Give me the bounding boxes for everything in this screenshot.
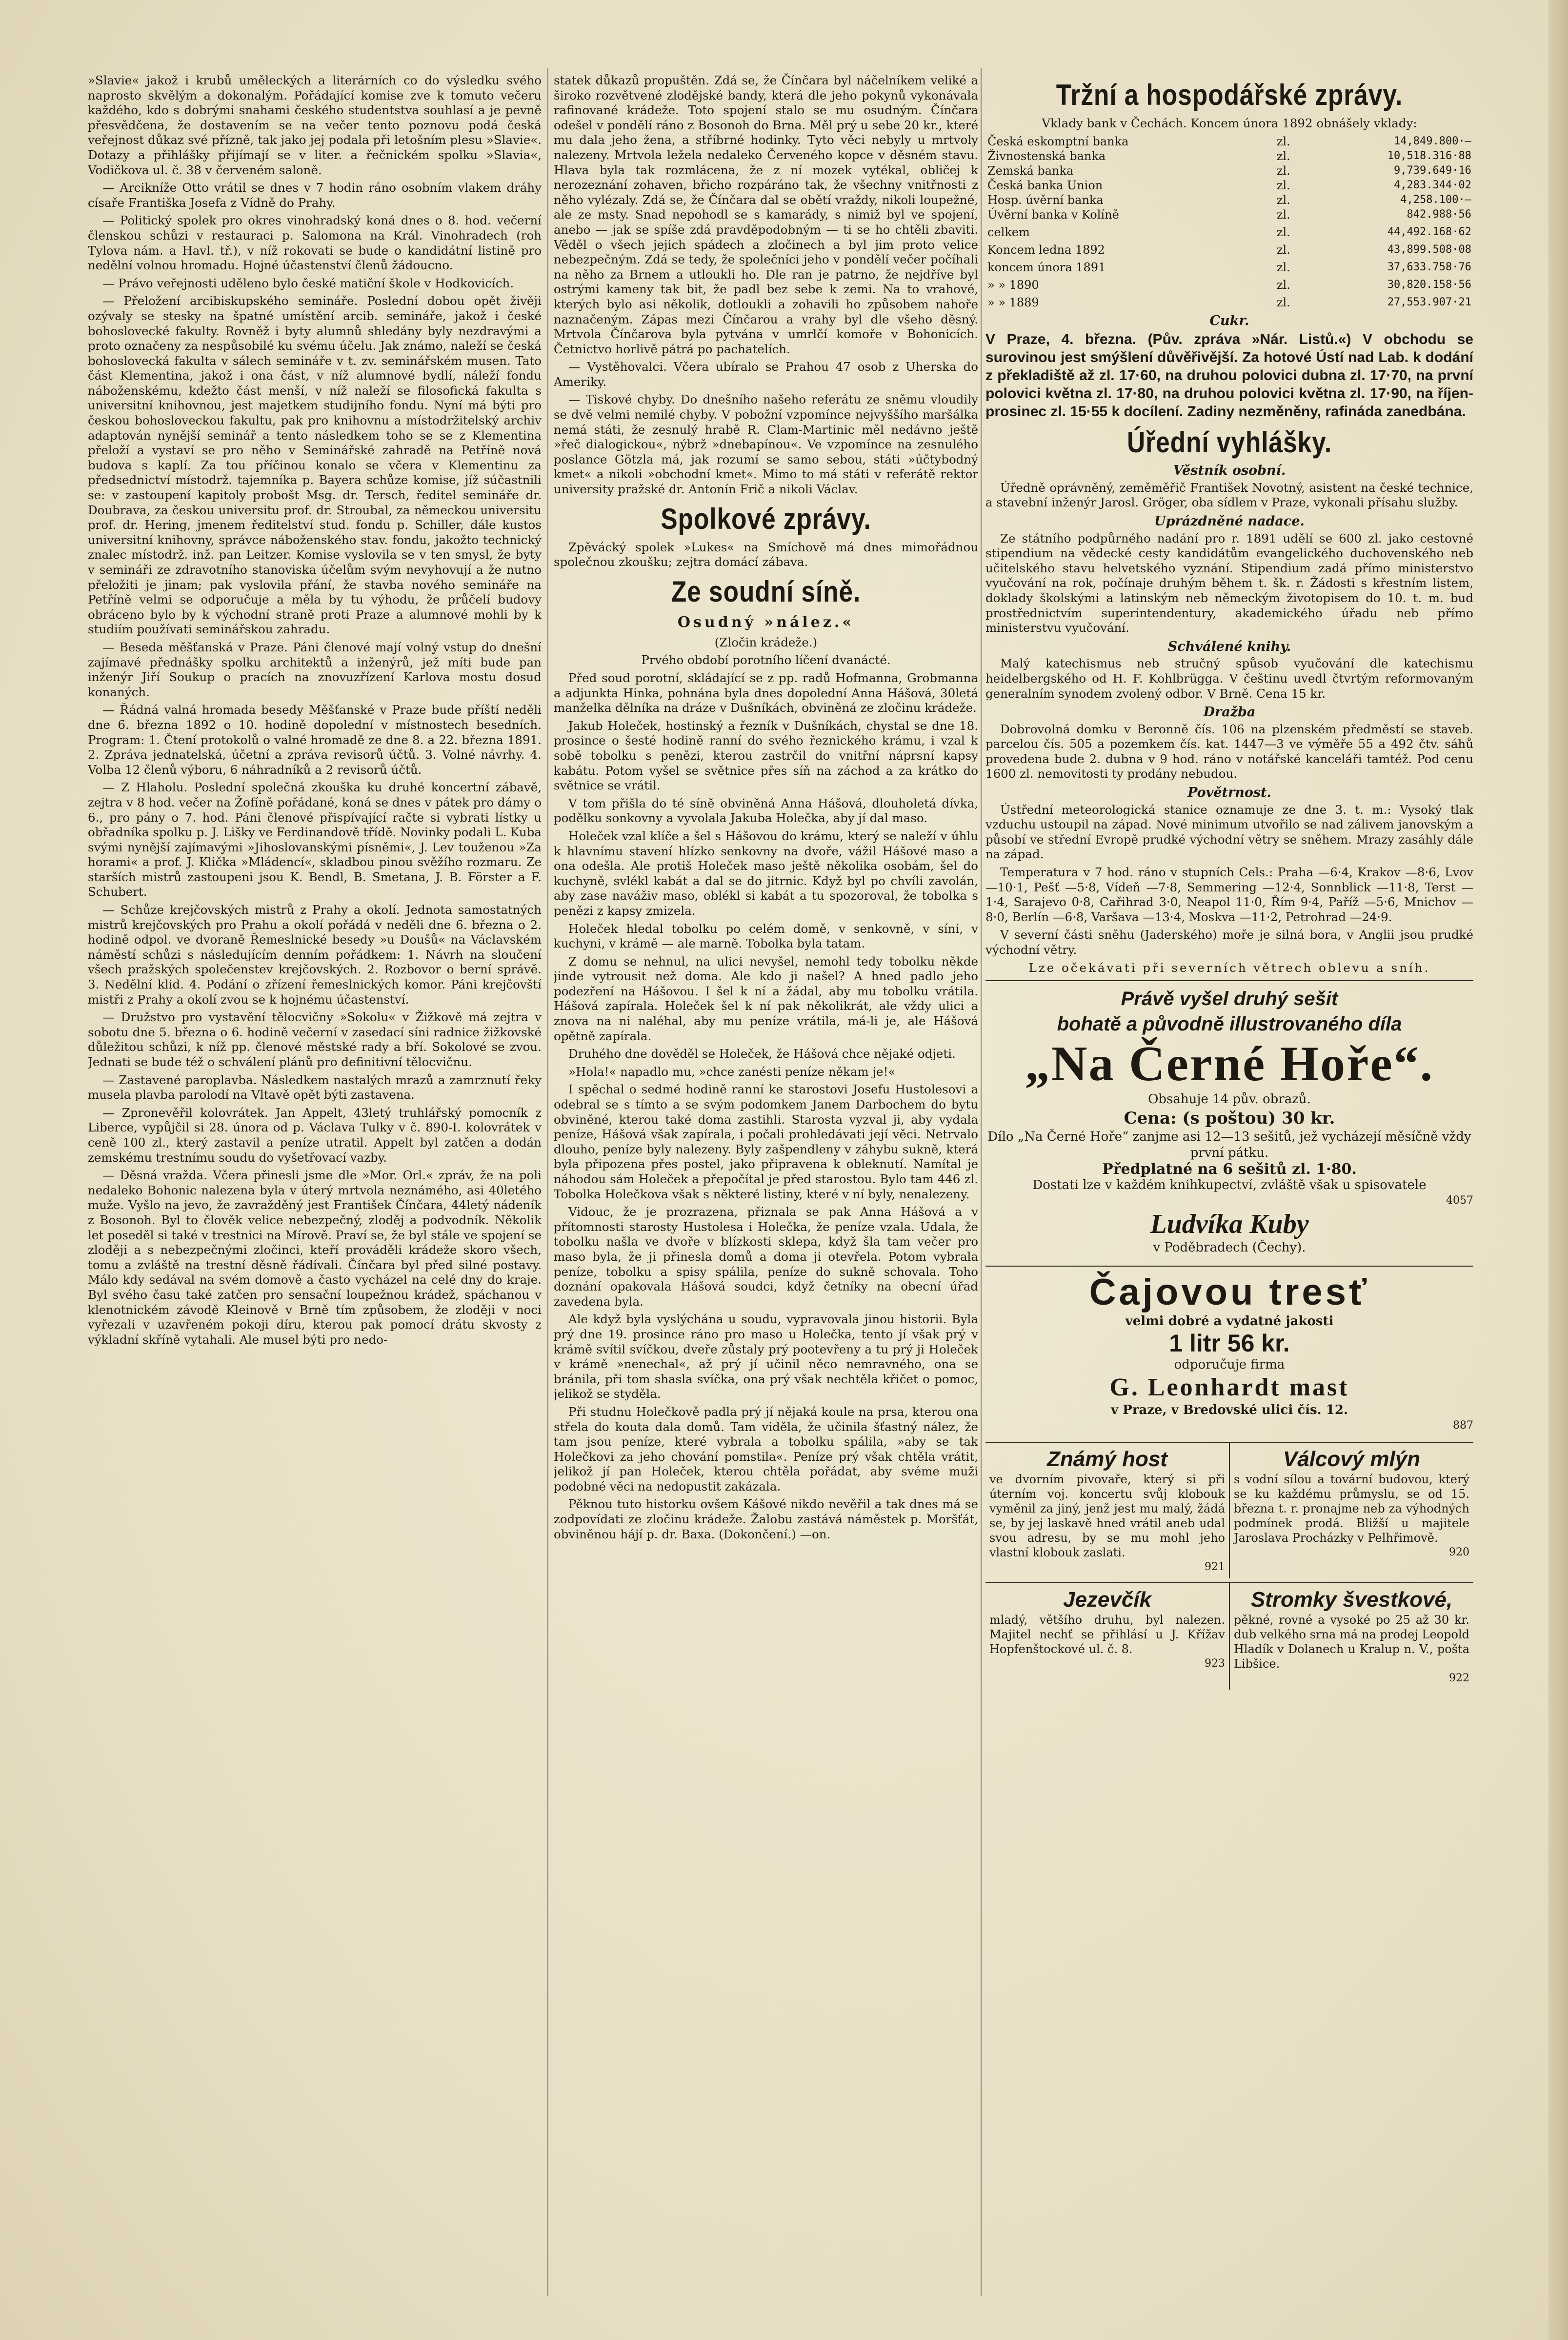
advert-mill-title: Válcový mlýn: [1283, 1447, 1421, 1472]
knihy-heading: Schválené knihy.: [1167, 639, 1291, 654]
advert-book: [985, 980, 1473, 1261]
deposit-value: 10,518.316·88: [1387, 149, 1471, 162]
advert-book-place: v Poděbradech (Čechy).: [1153, 1240, 1306, 1255]
advert-trees-number: 922: [1449, 1672, 1469, 1685]
article-paragraph: Zpěvácký spolek »Lukes« na Smíchově má dnes mimořádnou společnou zkoušku; zejtra domácí zábava.: [554, 540, 978, 569]
article-paragraph: — Děsná vražda. Včera přinesli jsme dle »Mor. Orl.« zpráv, že na poli nedaleko Bohonic nalezena byla v úterý mrtvola neznámého, asi 40letého muže. Vyšlo na jevo, že zavražděný jest František Čínčara, 44letý nádeník z Bosonoh. Byl to člověk velice nebezpečný, zloděj a podvodník. Několik let poseděl si také v trestnici na Mírově. Praví se, že byl stále ve spojení se zloději a s nebezpečnými zločinci, kteří prováděli krádeže skoro všech, tomu a zvláště na trestní děsně řádívali. Čínčara byl před silné postavy. Málo kdy sedával na svém domově a často vycházel na celé dny do kraje. Byl svého času také zatčen pro sensační loupežnou krádež, spáchanou v klenotnickém závodě Kleinově v Brně tím způsobem, že zloději v noci vyřezali v uzavřeném pokoji díru, kterou pak pomocí drátu skvosty z výkladní skříně vytahali. Ale musel býti pro nedo-: [88, 1168, 542, 1347]
section-heading: Spolkové zprávy.: [661, 502, 871, 535]
knihy-text: Malý katechismus neb stručný spůsob vyučování dle katechismu heidelbergského od H. F. Kohlbrügga. V češtinu uvedl čtvrtým reformovaným generalním synodem zvolený odbor. V Brně. Cena 15 kr.: [985, 656, 1473, 701]
article-paragraph: — Družstvo pro vystavění tělocvičny »Sokolu« v Žižkově má zejtra v sobotu dne 5. března o 6. hodině večerní v zasedací síni radnice žižkovské důležitou schůzi, k níž pp. členové městské rady a bří. Sokolové se zvou. Jednati se bude též o schválení plánů pro definitivní tělocvičnu.: [88, 1010, 542, 1069]
advert-book-line1: Právě vyšel druhý sešit: [1121, 988, 1338, 1010]
advert-dog-number: 923: [1205, 1657, 1225, 1670]
advert-book-publisher: Ludvíka Kuby: [1150, 1209, 1309, 1239]
article-paragraph: — Schůze krejčovských mistrů z Prahy a okolí. Jednota samostatných mistrů krejčovských pro Prahu a okolí pořádá v neděli dne 6. března o 2. hodině odpol. ve dvoraně Řemeslnické besedy »u Doušů« na Václavském náměstí schůzi s následujícím denním pořádkem: 1. Návrh na sloučení všech pražských společenstev krejčovských. 2. Rozbovor o berní správě. 3. Nedělní klid. 4. Podání o zřízení řemeslnických komor. Páni krejčovští mistři z Prahy a okolí zvou se k hojnému účastenství.: [88, 903, 542, 1007]
weather-text: Ústřední meteorologická stanice oznamuje ze dne 3. t. m.: Vysoký tlak vzduchu ustoupil na západ. Nové minimum utvořilo se nad zálivem janovským a působí ve střední Evropě prudké východní větry se sněhem. Mrazy zasáhly dále na západ.: [985, 802, 1473, 862]
currency-label: zl.: [1276, 260, 1290, 274]
article-paragraph: — Přeložení arcibiskupského semináře. Poslední dobou opět živěji ozývaly se stesky na špatné umístění arcib. semináře, jakož i české bohoslovecké fakulty. Rovněž i byty alumnů shledány byly nezdravými a proto označeny za nespůsobilé ku svému účelu. Jak známo, naleží se česká bohoslovecká fakulta v sálech semináře v t. zv. seminářském musen. Tato část Klementina, jakož i ona část, v níž alumnové bydlí, náleží fondu náboženskému, kdežto část menší, v níž naleží se filosofická fakulta s universitní knihovnou, jest majetkem studijního fondu. Nyní má býti pro českou bohosloveckou fakultu, pak pro knihovnu a místodržitelský archiv adaptován nynější seminář a tento následkem toho se se z Klementina přeloží a vystaví se pro něho v Seminářské zahradě na Petříně nová budova s kaplí. Za tou příčinou konalo se včera v Klementinu za předsednictví místodrž. tajemníka p. Bayera schůze komise, jíž súčastnili se: v zastoupení kapitoly probošt Msg. dr. Tersch, ředitel semináře dr. Doubrava, za českou universitu prof. dr. Stroubal, za německou universitu prof. dr. Hering, jmenem ředitelství stud. fondu p. Schiller, dále kustos universitní knihovny, správce náboženského stav. fondu, jakožto technický znalec místodrž. inž. pan Leitzer. Komise vyslovila se v ten smysl, že byty v semináři ze zdravotního stanoviska účelům svým nevyhovují a že nutno přeložiti je jinam; pak vyslovila přání, že stavba nového semináře na Petříně velmi se odporučuje a měla by tu výhodu, že průčelí budovy obráceno bylo by k východní straně proti Praze a alumnové mohli by k studiím používati seminářskou zahradu.: [88, 294, 542, 637]
advert-book-images: Obsahuje 14 pův. obrazů.: [1148, 1092, 1311, 1107]
currency-label: zl.: [1276, 207, 1290, 222]
bank-row: [985, 207, 1473, 222]
currency-label: zl.: [1276, 242, 1290, 257]
column-rule: [981, 68, 982, 2296]
advert-tea: [985, 1266, 1473, 1438]
bank-row: [985, 222, 1473, 240]
bank-name: celkem: [987, 225, 1030, 239]
article-paragraph: Holeček hledal tobolku po celém domě, v senkovně, v síni, v kuchyni, v krámě — ale marně. Tobolka byla tatam.: [554, 921, 978, 951]
article-paragraph: — Arcikníže Otto vrátil se dnes v 7 hodin ráno osobním vlakem dráhy císaře Františka Josefa z Vídně do Prahy.: [88, 181, 542, 210]
article-subtitle: (Zločin krádeže.): [714, 635, 818, 649]
deposit-value: 9,739.649·16: [1394, 164, 1471, 177]
temperature-text: Temperatura v 7 hod. ráno v stupních Cels.: Praha —6·4, Krakov —8·6, Lvov —10·1, Pešť —5·8, Vídeň —7·8, Semmering —12·4, Sonnblick —11·8, Terst —1·4, Sarajevo 0·8, Cařihrad 3·0, Neapol 11·0, Řím 9·4, Paříž —5·6, Mnichov —8·0, Berlín —6·8, Varšava —13·4, Moskva —11·2, Petrohrad —24·9.: [985, 865, 1473, 924]
drazba-heading: Dražba: [1203, 705, 1256, 720]
bank-row: [985, 275, 1473, 292]
nadace-text: Ze státního podpůrného nadání pro r. 1891 udělí se 600 zl. jako cestovné stipendium na vědecké cesty kandidátům evangelického duchovenského neb učitelského stavu helvetského vyznání. Stipendium zadá přímo ministerstvo vyučování na rok, počínaje druhým během t. šk. r. Žádosti s křestním listem, doklady školskými a latinským neb německým životopisem do 10. t. m. buď prostřednictvím superintendentury, akademického úřadu neb přímo ministerstvu vyučování.: [985, 531, 1473, 635]
currency-label: zl.: [1276, 149, 1290, 163]
bank-name: Česká eskomptní banka: [987, 134, 1129, 148]
bank-row: [985, 178, 1473, 193]
advert-tea-title: Čajovou tresť: [1089, 1271, 1370, 1313]
weather-heading: Povětrnost.: [1187, 785, 1271, 801]
article-subtitle: Prvého období porotního líčení dvanácté.: [641, 653, 891, 667]
advert-book-title: „Na Černé Hoře“.: [1025, 1036, 1434, 1092]
forecast-text: V severní části sněhu (Jaderského) moře je silná bora, v Anglii jsou prudké východní větry.: [985, 928, 1473, 957]
advert-tea-recommend: odporučuje firma: [1174, 1357, 1285, 1372]
advert-dog-text: mladý, většího druhu, byl nalezen. Majitel nechť se přihlásí u J. Křížav Hopfenštockové ul. č. 8.: [989, 1613, 1225, 1656]
deposit-value: 4,258.100·—: [1400, 193, 1471, 206]
advert-book-number: 4057: [1446, 1194, 1473, 1207]
article-paragraph: Před soud porotní, skládající se z pp. radů Hofmanna, Grobmanna a adjunkta Hinka, pohnána byla dnes dopolední Anna Hášová, 30letá manželka dělníka na dráze v Dušníkách, obviněná ze zločinu krádeže.: [554, 671, 978, 715]
advert-host: [985, 1443, 1229, 1578]
page-spine: [1548, 0, 1568, 2340]
article-paragraph: — Zpronevěřil kolovrátek. Jan Appelt, 43letý truhlářský pomocník z Liberce, vypůjčil si 28. února od p. Václava Tulky v č. 890-I. kolovrátek v ceně 100 zl., který zastavil a peníze utratil. Appelt byl zatčen a dodán zemskému trestnímu soudu do vyšetřovací vazby.: [88, 1105, 542, 1165]
advert-host-text: ve dvorním pivovaře, který si při úterním voj. koncertu svůj klobouk vyměnil za jiný, jenž jest mu malý, žádá se, by jej laskavě hned vrátil aneb udal svou adresu, by se mu mohl jeho vlastní klobouk zaslati.: [989, 1473, 1225, 1560]
advert-tea-address: v Praze, v Bredovské ulici čís. 12.: [1110, 1402, 1348, 1417]
article-paragraph: statek důkazů propuštěn. Zdá se, že Čínčara byl náčelníkem veliké a široko rozvětvené zlodějské bandy, která dle jeho pokynů vykonávala rafinované krádeže. Toto spojení stalo se mu osudným. Čínčara odešel v pondělí ráno z Bosonoh do Brna. Měl prý u sebe 20 kr., které mu dala jeho žena, a stříbrné hodinky. Tyto věci nebyly u mrtvoly nalezeny. Mrtvola ležela nedaleko Červeného kopce v děsném stavu. Hlava byla tak rozmlácena, že z ní mozek vytékal, obličej k nerozeznání zohaven, břicho rozpáráno tak, že všechny vnitřnosti z něho vylézaly. Zdá se, že Čínčara dal se obětí vraždy, nikoli loupežné, ale ze msty. Snad nepohodl se s kamarády, s nimiž byl ve spojení, anebo — jak se spíše zdá pravděpodobným — ti se ho chtěli zbaviti. Věděl o všech jejich spádech a zločinech a byl jim proto velice nebezpečným. Zdá se tedy, že společníci jeho v pondělí večer počíhali na něho za Brnem a utloukli ho. Dle ran je patrno, že nejdříve byl ostrými kameny tak bit, že padl bez sebe k zemi. Na to vrahové, kterých bylo asi několik, dotloukli a zohavili ho způsobem nahoře naznačeným. Zápas mezi Čínčarou a vrahy byl dle všeho děsný. Mrtvola Čínčarova byla pytvána v umrlčí komoře v Bohonicích. Četnictvo horlivě pátrá po pachatelích.: [554, 73, 978, 356]
bank-row: [985, 292, 1473, 310]
article-paragraph: »Hola!« napadlo mu, »chce zanésti peníze někam je!«: [568, 1064, 896, 1079]
currency-label: zl.: [1276, 178, 1290, 192]
article-paragraph: — Z Hlaholu. Poslední společná zkouška ku druhé koncertní zábavě, zejtra v 8 hod. večer na Žofíně pořádané, koná se dnes v pátek pro dámy o 6., pro pány o 7. hod. Páni členové přispívající račte si vybrati lístky u obřadníka spolku p. J. Lišky ve Ferdinandově třídě. Novinky podali L. Kuba svými nynější zajímavými »Jihoslovanskými písněmi«, J. Lev touženou »Za horami« a prof. J. Klička »Mládencí«, skladbou pinou svěžího rozmaru. Ze starších mistrů zastoupeni jsou K. Bendl, B. Smetana, J. B. Förster a F. Schubert.: [88, 780, 542, 899]
article-paragraph: I spěchal o sedmé hodině ranní ke starostovi Josefu Hustolesovi a odebral se s tímto a se svým podomkem Janem Darbochem do bytu obviněné, kterou také doma zastihli. Starosta vyzval ji, aby vydala peníze, Hášová však zapírala, i počali prohledávati její věci. Netrvalo dlouho, peníze byly nalezeny. Byly zašpendleny v záhybu sukně, která byla připozena přes postel, jako připravena k obleknutí. Namítal je náhodou sám Holeček a přepočítal je před starostou. Bylo tam 446 zl. Tobolka Holečkova však s některé listiny, které v ní byly, nenalezeny.: [554, 1082, 978, 1201]
advert-host-number: 921: [1205, 1561, 1225, 1573]
bank-row: [985, 163, 1473, 178]
advert-book-text: Dílo „Na Černé Hoře“ zanjme asi 12—13 sešitů, jež vycházejí měsíčně vždy první pátku.: [987, 1130, 1471, 1161]
currency-label: zl.: [1276, 295, 1290, 309]
column-left: [88, 73, 542, 2296]
nadace-heading: Uprázdněné nadace.: [1154, 513, 1305, 529]
article-paragraph: — Zastavené paroplavba. Následkem nastalých mrazů a zamrznutí řeky musela plavba parolodí na Vltavě opět býti zastavena.: [88, 1072, 542, 1102]
article-title: Osudný »nález.«: [677, 613, 855, 631]
advert-trees: [1229, 1583, 1473, 1690]
deposit-value: 4,283.344·02: [1394, 179, 1471, 191]
bank-row: [985, 134, 1473, 149]
currency-label: zl.: [1276, 193, 1290, 207]
drazba-text: Dobrovolná domku v Beronně čís. 106 na plzenském předměstí se staveb. parcelou čís. 505 a pozemkem čís. kat. 1447—3 ve výměře 55 a 492 čtv. sáhů provedena bude 2. dubna v 9 hod. ráno v notářské kanceláři tamtéž. Pod cenu 1600 zl. nemovitosti ty prodány nebudou.: [985, 722, 1473, 781]
bank-name: » » 1889: [987, 295, 1039, 309]
bank-name: Zemská banka: [987, 163, 1074, 178]
article-paragraph: Druhého dne dověděl se Holeček, že Hášová chce nějaké odjeti.: [568, 1047, 956, 1061]
advert-book-line2: bohatě a původně illustrovaného díla: [1057, 1013, 1402, 1035]
article-paragraph: Vidouc, že je prozrazena, přiznala se pak Anna Hášová a v přítomnosti starosty Hustolesa i Holečka, že peníze vzala. Udala, že tobolku našla ve dvoře v blízkosti sklepa, když šla tam večer pro maso byla, že ji přinesla domů a doma ji otevřela. Potom vybrala peníze, tobolku a spisy spálila, peníze do sukně schovala. Toho doznání opakovala Hášová soudci, když četníky na obecní úřad zavedena byla.: [554, 1205, 978, 1309]
currency-label: zl.: [1276, 278, 1290, 292]
advert-tea-firm: G. Leonhardt mast: [1109, 1373, 1349, 1401]
article-paragraph: — Beseda měšťanská v Praze. Páni členové mají volný vstup do dnešní zajímavé přednášky spolku architektů a inženýrů, jež míti bude pan inženýr Jiří Soukup o pracích na znovuzřízení Karlova mostu dosud konaných.: [88, 640, 542, 699]
markets-heading: Tržní a hospodářské zprávy.: [1056, 79, 1403, 111]
article-paragraph: Holeček vzal klíče a šel s Hášovou do krámu, který se naleží v úhlu k hlavnímu stavení hlízko senkovny na dvoře, vážil Hášové maso a ona odešla. Ale protiš Holeček maso ještě několika osobám, šel do kuchyně, svlékl kabát a dal se do jitrnic. Když byl po chvíli zavolán, aby zase naváživ maso, oblékl si kabát a tu spozoroval, že tobolka s penězi z kapsy zmizela.: [554, 828, 978, 918]
article-paragraph: — Tiskové chyby. Do dnešního našeho referátu ze sněmu vloudily se dvě velmi nemilé chyby. V pobožní vzpomínce nejvyššího maršálka nemá státi, že zesnulý hrabě R. Clam-Martinic měl nedávno ještě »řeč dialogickou«, nýbrž »dnebapínou«. Ve vzpomínce na zesnulého poslance Götzla má, jak rozumí se samo sebou, státi »účtybodný kmet« a nikoli »obchodní kmet«. Mimo to má státi v referátě rektor university pražské dr. Antonín Frič a nikoli Václav.: [554, 392, 978, 497]
column-middle: [554, 73, 978, 2296]
article-paragraph: Jakub Holeček, hostinský a řezník v Dušníkách, chystal se dne 18. prosince o šesté hodině ranní do svého řeznického krámu, i vzal k sobě tobolku s penězi, kterou zastrčil do vnitřní náprsní kapsy kabátu. Potom vyšel se světnice přes síň na záchod a za krátko do světnice se vrátil.: [554, 718, 978, 793]
article-paragraph: Ale když byla vyslýchána u soudu, vypravovala jinou historii. Byla prý dne 19. prosince ráno pro maso u Holečka, tento jí však prý v krámě svítil svíčkou, dveře zůstaly prý pootevřeny a tu prý ji Holeček v krámě »nenechal«, až prý jí učinil něco nemravného, ona se bránila, při tom shasla svíčka, ona prý však nechtěla křičet o pomoc, jelikož se styděla.: [554, 1312, 978, 1401]
advert-mill: [1229, 1443, 1473, 1578]
advert-mill-text: s vodní sílou a tovární budovou, který se ku každému průmyslu, se od 15. března t. r. pronajme neb za výhodných podmínek prodá. Bližší u majitele Jaroslava Procházky v Pelhřimově.: [1234, 1473, 1469, 1545]
bank-row: [985, 240, 1473, 257]
bank-name: Živnostenská banka: [987, 149, 1106, 163]
expectation-text: Lze očekávati při severních větrech oblevu a sníh.: [1028, 960, 1430, 975]
bank-name: Koncem ledna 1892: [987, 242, 1105, 257]
bank-name: Hosp. úvěrní banka: [987, 193, 1104, 207]
vestnik-text: Úředně oprávněný, zeměměřič František Novotný, asistent na české technice, a stavební inženýr Jarosl. Gröger, oba sídlem v Praze, vykonali přísahu služby.: [985, 480, 1473, 510]
bank-row: [985, 149, 1473, 163]
deposit-value: 44,492.168·62: [1387, 225, 1471, 238]
advert-tea-quality: velmi dobré a vydatné jakosti: [1125, 1313, 1334, 1329]
deposit-value: 27,553.907·21: [1387, 296, 1471, 308]
advert-book-subscription: Předplatné na 6 sešitů zl. 1·80.: [1102, 1161, 1357, 1178]
small-adverts-row2: [985, 1582, 1473, 1690]
bank-row: [985, 193, 1473, 207]
article-paragraph: — Právo veřejnosti uděleno bylo české matiční škole v Hodkovicích.: [102, 276, 514, 290]
sugar-heading: Cukr.: [1209, 313, 1249, 328]
small-adverts-row1: [985, 1442, 1473, 1578]
advert-dog: [985, 1583, 1229, 1690]
advert-dog-title: Jezevčík: [1063, 1588, 1152, 1612]
deposit-value: 37,633.758·76: [1387, 261, 1471, 273]
article-paragraph: Z domu se nehnul, na ulici nevyšel, nemohl tedy tobolku někde jinde vytrousit než doma. Ale kdo ji našel? A hned padlo jeho podezření na Hášovou. I šel k ní a žádal, aby mu tobolku vrátila. Hášová zapírala. Holeček šel k ní pak několikrát, ale vždy ulici a znova na ni naléhal, aby mu peníze vrátila, má-li je, ale Hášová opětně zapírala.: [554, 954, 978, 1043]
article-paragraph: — Vystěhovalci. Včera ubíralo se Prahou 47 osob z Uherska do Ameriky.: [554, 360, 978, 389]
sugar-report: V Praze, 4. března. (Pův. zpráva »Nár. Listů.«) V obchodu se surovinou jest smýšlení důvěřivější. Za hotové Ústí nad Lab. k dodání z překladiště až zl. 17·60, na druhou polovici dubna zl. 17·70, na první polovici května zl. 17·80, na druhou polovici května zl. 17·90, na říjen-prosinec zl. 15·55 k docílení. Zadiny nezměněny, rafináda zanedbána.: [985, 331, 1473, 420]
bank-name: Úvěrní banka v Kolíně: [987, 207, 1119, 222]
advert-tea-price: 1 litr 56 kr.: [1169, 1329, 1290, 1357]
bank-deposits-table: [985, 134, 1473, 310]
currency-label: zl.: [1276, 163, 1290, 178]
deposit-value: 30,820.158·56: [1387, 278, 1471, 291]
article-paragraph: — Politický spolek pro okres vinohradský koná dnes o 8. hod. večerní členskou schůzi v restauraci p. Salomona na Král. Vinohradech (roh Tylova nám. a Havl. tř.), v níž rokovati se bude o kandidátní listině pro nedělní volnou hromadu. Hojné účastenství členů žádoucno.: [88, 213, 542, 273]
bank-name: » » 1890: [987, 278, 1039, 292]
advert-trees-text: pěkné, rovné a vysoké po 25 až 30 kr. dub velkého srna má na prodej Leopold Hladík v Dolanech u Kralup n. V., pošta Libšice.: [1234, 1613, 1469, 1671]
section-heading: Ze soudní síně.: [671, 575, 861, 608]
deposit-value: 14,849.800·—: [1394, 135, 1471, 147]
deposit-value: 842.988·56: [1407, 208, 1471, 221]
bank-name: Česká banka Union: [987, 178, 1103, 192]
column-rule: [547, 68, 548, 2296]
article-paragraph: Pěknou tuto historku ovšem Kášové nikdo nevěřil a tak dnes má se zodpovídati ze zločinu krádeže. Žalobu zastává náměstek p. Moršťát, obviněnou hájí p. dr. Baxa. (Dokončení.) —on.: [554, 1497, 978, 1541]
advert-book-price: Cena: (s poštou) 30 kr.: [1124, 1109, 1335, 1129]
advert-host-title: Známý host: [1047, 1447, 1167, 1472]
article-paragraph: V tom přišla do té síně obviněná Anna Hášová, dlouholetá dívka, podělku sonkovny a vyvolala Jakuba Holečka, aby jí dal maso.: [554, 796, 978, 826]
article-paragraph: »Slavie« jakož i krubů uměleckých a literárních co do výsledku svého naprosto skvělým a dokonalým. Pořádající komise zve k tomuto večeru každého, kdo s dobrými snahami českého studentstva souhlasí a je pevně přesvědčena, že dostavením se na večer tento poznovu podá česká veřejnost důkaz své přízně, tak jako jej podala při letošním plesu »Slavie«. Dotazy a přihlášky přijímají se v liter. a řečnickém spolku »Slavia«, Vodičkova ul. č. 38 v červeném saloně.: [88, 73, 542, 177]
advert-trees-title: Stromky švestkové,: [1250, 1588, 1453, 1612]
bank-name: koncem února 1891: [987, 260, 1106, 274]
advert-book-distribution: Dostati lze v každém knihkupectví, zvláště však u spisovatele: [1032, 1178, 1427, 1193]
banks-intro: Vklady bank v Čechách. Koncem února 1892 obnášely vklady:: [1042, 116, 1417, 130]
currency-label: zl.: [1276, 225, 1290, 239]
advert-tea-number: 887: [1453, 1419, 1473, 1432]
vestnik-heading: Věstník osobní.: [1173, 463, 1286, 479]
official-heading: Úřední vyhlášky.: [1126, 426, 1332, 459]
currency-label: zl.: [1276, 134, 1290, 148]
article-paragraph: Při studnu Holečkově padla prý jí nějaká koule na prsa, kterou ona střela do kouta dala domů. Tam viděla, že učinila šťastný nález, že tam jsou peníze, které vybrala a tobolku spálila, »aby se tak Holečkovi za jeho chování pomstila«. Peníze prý však chtěla vrátit, jelikož jí pan Holeček, kterou chtěla pořádat, aby svéme muži podobné věci na nedopustit zakázala.: [554, 1404, 978, 1493]
deposit-value: 43,899.508·08: [1387, 243, 1471, 256]
advert-mill-number: 920: [1449, 1546, 1469, 1559]
bank-row: [985, 257, 1473, 275]
column-right: [985, 73, 1473, 2296]
article-paragraph: — Řádná valná hromada besedy Měšťanské v Praze bude příští neděli dne 6. března 1892 o 10. hodině dopolední v místnostech besedních. Program: 1. Čtení protokolů o valné hromadě ze dne 8. a 22. března 1891. 2. Zpráva jednatelská, účetní a zpráva revisorů účtů. 3. Volné návrhy. 4. Volba 12 členů výboru, 6 náhradníků a 2 revisorů účtů.: [88, 703, 542, 777]
